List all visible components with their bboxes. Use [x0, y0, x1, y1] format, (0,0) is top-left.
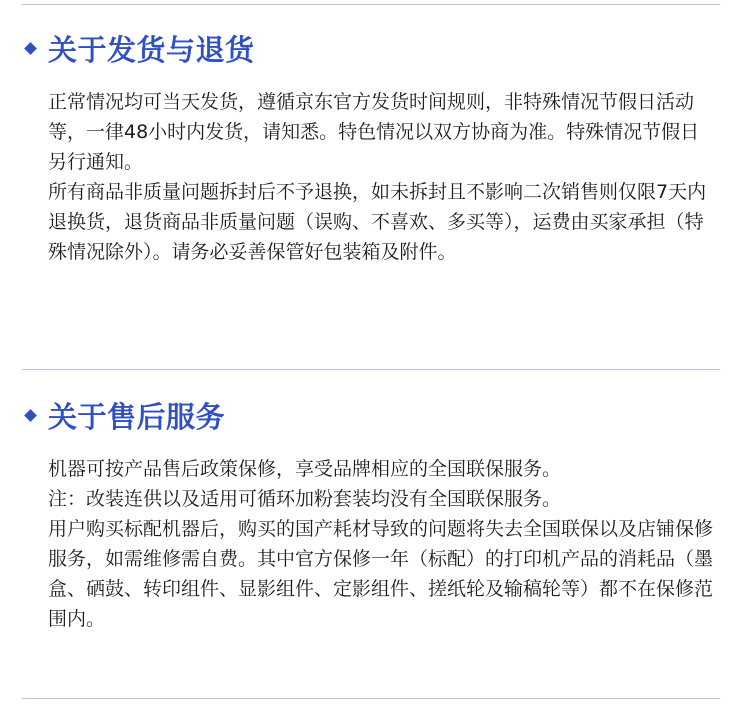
bottom-divider: [22, 698, 720, 699]
section-header: [22, 395, 722, 435]
section-body: [22, 454, 718, 634]
diamond-bullet-icon: [24, 42, 37, 55]
shipping-return-section: [22, 28, 722, 267]
section-title: 关于售后服务: [48, 399, 226, 434]
middle-divider: [22, 369, 720, 370]
section-title: 关于发货与退货: [48, 32, 255, 67]
after-sales-section: [22, 395, 722, 634]
note-paragraph: 注：改装连供以及适用可循环加粉套装均没有全国联保服务。: [48, 488, 562, 510]
return-paragraph: 所有商品非质量问题拆封后不予退换，如未拆封且不影响二次销售则仅限7天内退换货，退货商品非质量问题（误购、不喜欢、多买等），运费由买家承担（特殊情况除外）。请务必妥善保管好包装箱及附件。: [48, 181, 707, 263]
section-header: [22, 28, 722, 68]
warranty-paragraph: 机器可按产品售后政策保修，享受品牌相应的全国联保服务。: [48, 458, 562, 480]
section-body: [22, 87, 718, 267]
diamond-bullet-icon: [24, 409, 37, 422]
shipping-paragraph: 正常情况均可当天发货，遵循京东官方发货时间规则，非特殊情况节假日活动等，一律48小时内发货，请知悉。特色情况以双方协商为准。特殊情况节假日另行通知。: [48, 91, 700, 173]
consumables-paragraph: 用户购买标配机器后，购买的国产耗材导致的问题将失去全国联保以及店铺保修服务，如需维修需自费。其中官方保修一年（标配）的打印机产品的消耗品（墨盒、硒鼓、转印组件、显影组件、定影组件、搓纸轮及输稿轮等）都不在保修范围内。: [48, 518, 714, 630]
top-divider: [22, 4, 720, 5]
